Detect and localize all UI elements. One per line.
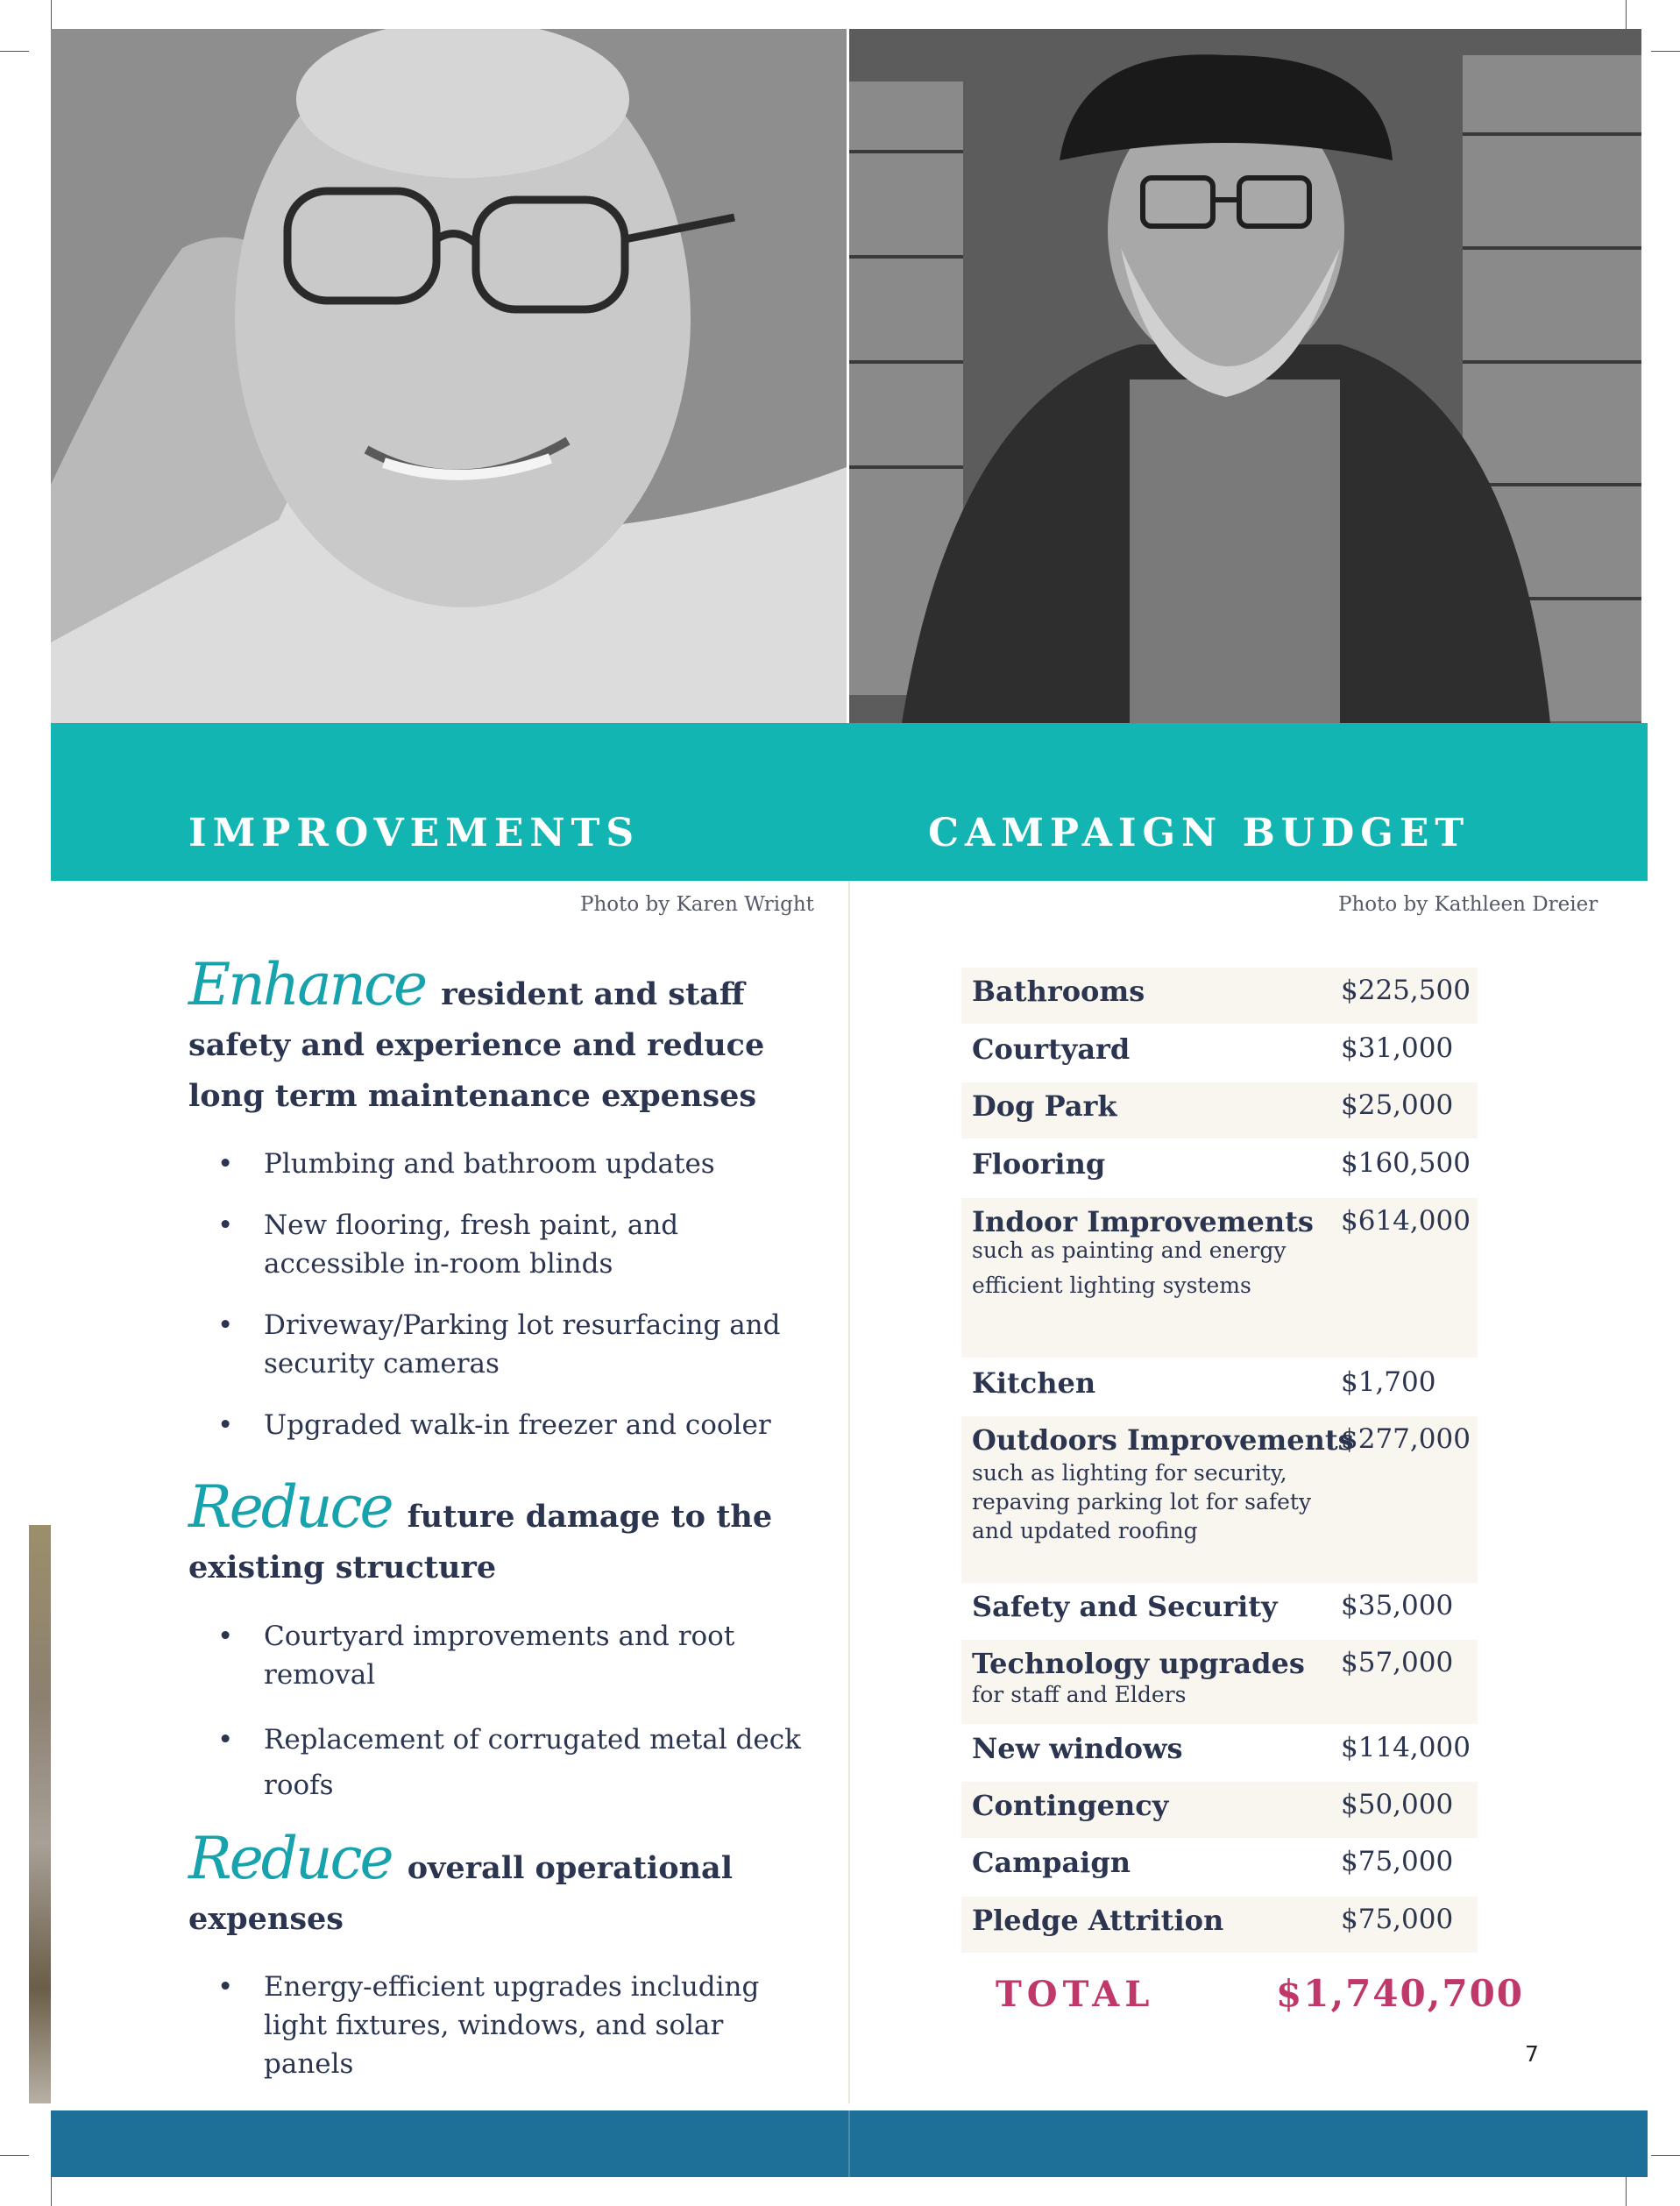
budget-item-name: Kitchen [972, 1366, 1096, 1400]
budget-row [961, 1583, 1478, 1639]
budget-row [961, 1640, 1478, 1724]
budget-item-amount: $31,000 [1341, 1032, 1454, 1064]
budget-row [961, 1782, 1478, 1838]
list-item: • New flooring, fresh paint, and accessible in-room blinds [188, 1206, 819, 1283]
bullet-list-reduce-expenses [188, 1968, 819, 2083]
photo-elderly-man [51, 29, 847, 723]
budget-total-label: TOTAL [996, 1974, 1155, 2015]
budget-item-name: Contingency [972, 1789, 1169, 1822]
section-header-band [51, 723, 1648, 881]
budget-row [961, 1140, 1478, 1196]
budget-item-amount: $277,000 [1341, 1423, 1471, 1455]
crop-mark [1626, 0, 1627, 29]
budget-item-description: for staff and Elders [972, 1682, 1187, 1707]
budget-row [961, 1025, 1478, 1082]
budget-item-amount: $25,000 [1341, 1089, 1454, 1121]
photo-credit-right: Photo by Kathleen Dreier [1338, 893, 1598, 916]
budget-item-amount: $35,000 [1341, 1590, 1454, 1621]
budget-item-name: Courtyard [972, 1032, 1131, 1066]
budget-item-description: such as painting and energy efficient lighting systems [972, 1238, 1287, 1298]
crop-mark [51, 0, 52, 29]
budget-total-value: $1,740,700 [1276, 1972, 1525, 2015]
budget-item-name: Safety and Security [972, 1590, 1278, 1623]
budget-row [961, 1359, 1478, 1415]
script-word-enhance: Enhance [188, 951, 426, 1018]
column-divider [848, 881, 850, 2103]
budget-item-amount: $75,000 [1341, 1846, 1454, 1877]
list-item: • Driveway/Parking lot resurfacing and security cameras [188, 1306, 819, 1383]
budget-row [961, 1897, 1478, 1953]
budget-item-name: Outdoors Improvements [972, 1423, 1354, 1457]
bullet-list-reduce-damage [188, 1617, 819, 1808]
budget-item-name: Pledge Attrition [972, 1904, 1224, 1937]
budget-item-amount: $75,000 [1341, 1904, 1454, 1935]
budget-row [961, 1082, 1478, 1138]
bullet-list-enhance [188, 1145, 819, 1444]
heading-text: resident and staff safety and experience and reduce long term maintenance expenses [188, 976, 765, 1114]
budget-item-amount: $160,500 [1341, 1147, 1471, 1179]
budget-item-amount: $225,500 [1341, 975, 1471, 1006]
improvements-title: IMPROVEMENTS [188, 811, 641, 855]
photo-credit-left: Photo by Karen Wright [580, 893, 814, 916]
budget-item-name: Campaign [972, 1846, 1131, 1879]
list-item: • Courtyard improvements and root removal [188, 1617, 819, 1694]
improvement-heading-reduce-damage [188, 1473, 837, 1593]
budget-item-amount: $614,000 [1341, 1205, 1471, 1237]
bearded-man-illustration [849, 29, 1641, 723]
crop-mark [1626, 2177, 1627, 2206]
page-number: 7 [1525, 2041, 1539, 2067]
budget-row [961, 1839, 1478, 1895]
budget-item-amount: $57,000 [1341, 1647, 1454, 1678]
budget-item-amount: $50,000 [1341, 1789, 1454, 1820]
heading-text: future damage to the existing structure [188, 1499, 773, 1585]
adjacent-page-photo-edge [29, 1525, 51, 2103]
footer-divider [848, 2110, 850, 2177]
budget-row [961, 1416, 1478, 1583]
crop-mark [51, 2177, 52, 2206]
budget-row [961, 1725, 1478, 1781]
budget-item-name: Dog Park [972, 1089, 1117, 1123]
crop-mark [1651, 51, 1680, 52]
crop-mark [0, 2155, 29, 2156]
crop-mark [0, 51, 29, 52]
photo-bearded-man [849, 29, 1641, 723]
budget-item-amount: $1,700 [1341, 1366, 1436, 1398]
budget-item-name: Flooring [972, 1147, 1106, 1181]
list-item: • Replacement of corrugated metal deck roofs [188, 1717, 819, 1808]
budget-item-name: Technology upgrades [972, 1647, 1305, 1680]
budget-row [961, 1198, 1478, 1358]
list-item: • Upgraded walk-in freezer and cooler [188, 1406, 819, 1444]
improvement-heading-enhance [188, 951, 837, 1122]
heading-text: overall operational expenses [188, 1850, 733, 1937]
crop-mark [1651, 2155, 1680, 2156]
budget-item-name: Bathrooms [972, 975, 1145, 1008]
script-word-reduce: Reduce [188, 1473, 392, 1541]
list-item: • Plumbing and bathroom updates [188, 1145, 819, 1183]
budget-item-name: New windows [972, 1732, 1183, 1765]
budget-item-description: such as lighting for security, repaving parking lot for safety and updated roofing [972, 1460, 1312, 1543]
budget-item-name: Indoor Improvements [972, 1205, 1314, 1238]
improvement-heading-reduce-expenses [188, 1825, 837, 1945]
list-item: • Energy-efficient upgrades including light fixtures, windows, and solar panels [188, 1968, 819, 2083]
campaign-budget-title: CAMPAIGN BUDGET [928, 811, 1471, 855]
script-word-reduce: Reduce [188, 1825, 392, 1892]
budget-row [961, 968, 1478, 1024]
budget-item-amount: $114,000 [1341, 1732, 1471, 1763]
elderly-man-illustration [51, 29, 847, 723]
